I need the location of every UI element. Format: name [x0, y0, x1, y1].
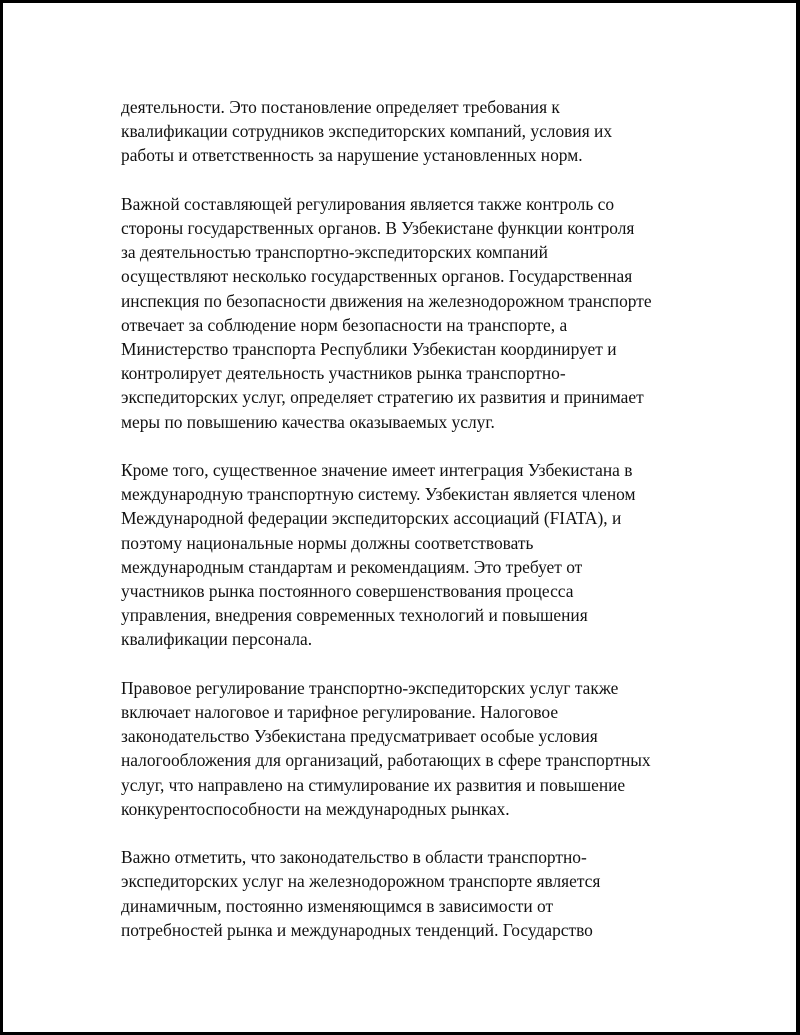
text-line: участников рынка постоянного совершенствования процесса: [121, 581, 574, 602]
text-line: потребностей рынка и международных тенденций. Государство: [121, 919, 593, 940]
text-line: осуществляют несколько государственных органов. Государственная: [121, 266, 633, 287]
text-line: инспекция по безопасности движения на железнодорожном транспорте: [121, 290, 652, 311]
paragraph-1: [121, 95, 701, 168]
text-line: конкурентоспособности на международных рынках.: [121, 798, 510, 819]
text-line: деятельности. Это постановление определяет требования к: [121, 97, 560, 117]
text-line: квалификации персонала.: [121, 629, 313, 650]
text-line: услуг, что направлено на стимулирование их развития и повышение: [121, 774, 626, 795]
text-line: Кроме того, существенное значение имеет интеграция Узбекистана в: [121, 460, 633, 481]
text-line: квалификации сотрудников экспедиторских компаний, условия их: [121, 121, 613, 142]
text-line: Важно отметить, что законодательство в области транспортно-: [121, 847, 587, 868]
document-body: [121, 95, 701, 966]
text-line: управления, внедрения современных технологий и повышения: [121, 605, 588, 626]
text-line: международную транспортную систему. Узбекистан является членом: [121, 484, 636, 505]
text-line: налогообложения для организаций, работающих в сфере транспортных: [121, 750, 651, 771]
text-line: экспедиторских услуг, определяет стратегию их развития и принимает: [121, 387, 644, 408]
text-line: отвечает за соблюдение норм безопасности на транспорте, а: [121, 314, 568, 335]
paragraph-3: [121, 458, 701, 652]
text-line: Важной составляющей регулирования является также контроль со: [121, 193, 615, 214]
text-line: стороны государственных органов. В Узбекистане функции контроля: [121, 218, 635, 238]
text-line: меры по повышению качества оказываемых услуг.: [121, 411, 495, 432]
text-line: динамичным, постоянно изменяющимся в зависимости от: [121, 895, 554, 916]
text-line: работы и ответственность за нарушение установленных норм.: [121, 145, 583, 166]
paragraph-4: [121, 676, 701, 821]
text-line: включает налоговое и тарифное регулирование. Налоговое: [121, 702, 559, 723]
text-line: за деятельностью транспортно-экспедиторских компаний: [121, 242, 548, 263]
text-line: Международной федерации экспедиторских ассоциаций (FIATA), и: [121, 508, 622, 529]
text-line: законодательство Узбекистана предусматривает особые условия: [121, 726, 598, 747]
text-line: контролирует деятельность участников рынка транспортно-: [121, 363, 566, 384]
text-line: экспедиторских услуг на железнодорожном транспорте является: [121, 871, 601, 892]
text-line: Правовое регулирование транспортно-экспедиторских услуг также: [121, 677, 619, 698]
text-line: международным стандартам и рекомендациям. Это требует от: [121, 556, 583, 577]
text-line: поэтому национальные нормы должны соответствовать: [121, 532, 534, 553]
paragraph-5: [121, 845, 701, 942]
paragraph-2: [121, 192, 701, 434]
text-line: Министерство транспорта Республики Узбекистан координирует и: [121, 339, 617, 360]
